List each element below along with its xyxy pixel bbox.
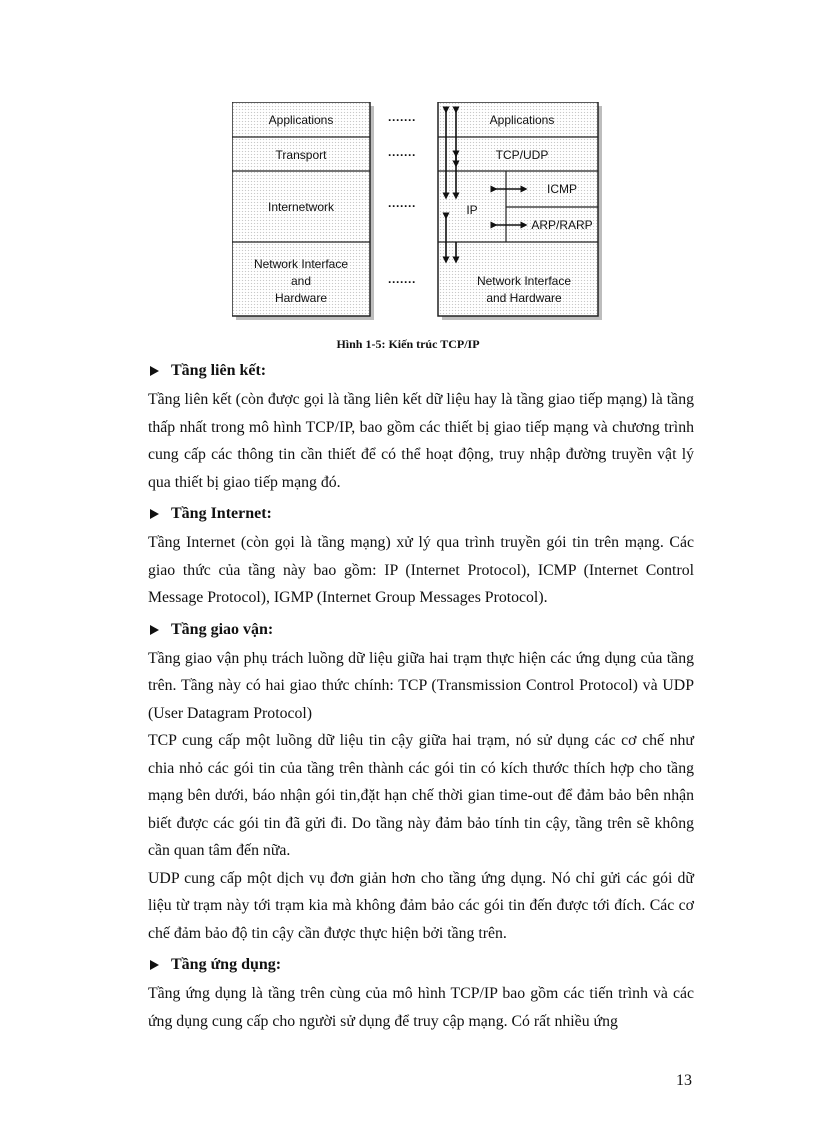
paragraph-tcp: TCP cung cấp một luồng dữ liệu tin cậy giữa hai trạm, nó sử dụng các cơ chế như chia nhỏ các gói tin của tầng trên thành các gói tin có kích thước thích hợp cho tầng mạng bên dưới, báo nhận gói tin,đặt hạn chế thời gian time-out để đảm bảo bên nhận biết được các gói tin đã gửi đi. Do tầng này đảm bảo tính tin cậy, tầng trên sẽ không cần quan tâm đến nữa. [148, 732, 694, 859]
connector-transport: ······· [388, 148, 416, 162]
layer-connectors [388, 113, 416, 289]
right-applications-label: Applications [489, 113, 555, 127]
left-hardware-label: Hardware [274, 291, 328, 305]
heading-text: Tầng giao vận: [171, 620, 274, 638]
paragraph-transport-intro: Tầng giao vận phụ trách luồng dữ liệu giữa hai trạm thực hiện các ứng dụng của tầng trên. Tầng này có hai giao thức chính: TCP (Transmission Control Protocol) và UDP (User Datagram Protocol) [148, 649, 694, 722]
left-transport-label: Transport [275, 148, 327, 162]
section-heading-transport-layer [148, 615, 694, 645]
left-and-label: and [290, 274, 312, 288]
left-stack [232, 102, 374, 320]
right-icmp-label: ICMP [547, 182, 577, 196]
tcpip-architecture-figure [232, 102, 606, 328]
right-and-hardware-label: and Hardware [486, 291, 562, 305]
bullet-arrow-icon [150, 509, 159, 519]
heading-text: Tầng ứng dụng: [171, 956, 282, 973]
paragraph-internet-layer: Tầng Internet (còn gọi là tầng mạng) xử lý qua trình truyền gói tin trên mạng. Các giao thức của tầng này bao gồm: IP (Internet Protocol), ICMP (Internet Control Message Protocol), IGMP (Internet Group Messages Protocol). [148, 534, 694, 606]
paragraph-application-layer: Tầng ứng dụng là tầng trên cùng của mô hình TCP/IP bao gồm các tiến trình và các ứng dụng cung cấp cho người sử dụng để truy cập mạng. Có rất nhiều ứng [148, 985, 694, 1030]
left-internetwork-label: Internetwork [267, 200, 335, 214]
right-arp-rarp-label: ARP/RARP [531, 218, 593, 232]
bullet-arrow-icon [150, 960, 159, 970]
right-network-interface-label: Network Interface [476, 274, 572, 288]
heading-text: Tầng liên kết: [171, 362, 267, 379]
right-stack [438, 102, 602, 320]
page-number: 13 [676, 1072, 692, 1089]
connector-network: ······· [388, 275, 416, 289]
paragraph-link-layer: Tầng liên kết (còn được gọi là tầng liên kết dữ liệu hay là tầng giao tiếp mạng) là tầng thấp nhất trong mô hình TCP/IP, bao gồm các thiết bị giao tiếp mạng và chương trình cung cấp các thông tin cần thiết để có thể hoạt động, truy nhập đường truyền vật lý qua thiết bị giao tiếp mạng đó. [148, 391, 694, 491]
section-heading-internet-layer [148, 499, 694, 529]
heading-text: Tầng Internet: [171, 505, 272, 522]
tcpip-diagram [232, 102, 606, 328]
body-content [148, 356, 694, 1038]
right-tcp-udp-label: TCP/UDP [495, 148, 549, 162]
figure-caption: Hình 1-5: Kiến trúc TCP/IP [336, 337, 480, 351]
section-heading-application-layer [148, 950, 694, 980]
connector-applications: ······· [388, 113, 416, 127]
connector-internetwork: ······· [388, 199, 416, 213]
left-network-interface-label: Network Interface [253, 257, 349, 271]
left-applications-label: Applications [268, 113, 334, 127]
right-ip-label: IP [466, 203, 478, 217]
paragraph-udp: UDP cung cấp một dịch vụ đơn giản hơn cho tầng ứng dụng. Nó chỉ gửi các gói dữ liệu từ trạm này tới trạm kia mà không đảm bảo các gói tin đến được tới đích. Các cơ chế đảm bảo độ tin cậy cần được thực hiện bởi tầng trên. [148, 869, 694, 942]
section-heading-link-layer [148, 356, 694, 386]
bullet-arrow-icon [150, 625, 159, 635]
bullet-arrow-icon [150, 366, 159, 376]
